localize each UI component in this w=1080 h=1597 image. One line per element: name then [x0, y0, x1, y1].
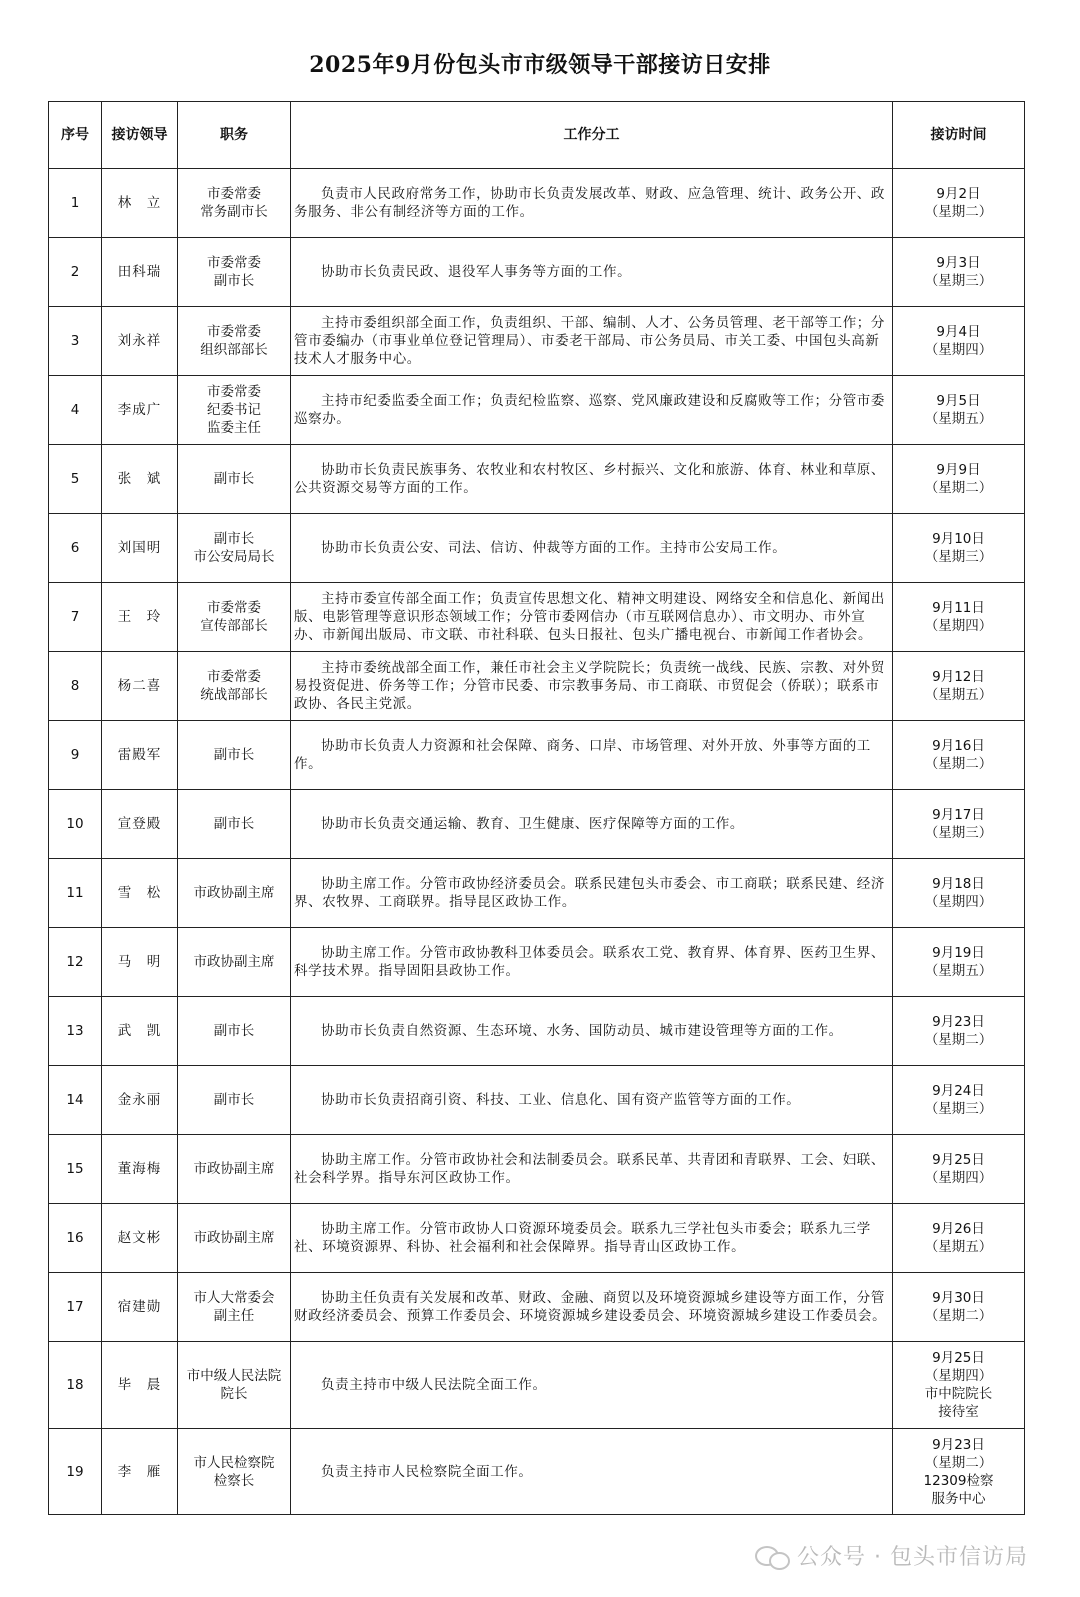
time-line: 9月16日: [932, 738, 985, 754]
position-line: 市中级人民法院: [186, 1368, 282, 1384]
table-row: [49, 1204, 1025, 1273]
row-number: 5: [49, 445, 102, 514]
position-line: 副市长: [213, 273, 255, 289]
position-line: 组织部部长: [200, 342, 268, 358]
position-line: 纪委书记: [207, 402, 261, 418]
row-number: 18: [49, 1342, 102, 1429]
time-line: 接待室: [938, 1404, 979, 1420]
reception-time: [893, 928, 1025, 997]
work-duties: 协助主任负责有关发展和改革、财政、金融、商贸以及环境资源城乡建设等方面工作，分管财政经济委员会、预算工作委员会、环境资源城乡建设委员会、环境资源城乡建设工作委员会。: [291, 1273, 893, 1342]
table-row: [49, 1342, 1025, 1429]
position-line: 市委常委: [207, 255, 261, 271]
time-line: 9月24日: [932, 1083, 985, 1099]
position-line: 副主任: [213, 1308, 255, 1324]
position-cell: [178, 376, 291, 445]
position-line: 市政协副主席: [193, 954, 275, 970]
leader-name: 金永丽: [102, 1066, 178, 1135]
time-line: （星期二）: [924, 1032, 993, 1048]
position-line: 副市长: [213, 747, 255, 763]
table-body: [49, 169, 1025, 1515]
watermark-text: 公众号 · 包头市信访局: [797, 1545, 1028, 1570]
reception-time: [893, 169, 1025, 238]
table-row: [49, 928, 1025, 997]
time-line: （星期二）: [924, 1308, 993, 1324]
time-line: （星期五）: [924, 1239, 993, 1255]
reception-time: [893, 514, 1025, 583]
time-line: （星期四）: [924, 342, 993, 358]
row-number: 8: [49, 652, 102, 721]
table-row: [49, 790, 1025, 859]
row-number: 16: [49, 1204, 102, 1273]
reception-time: [893, 376, 1025, 445]
time-line: （星期五）: [924, 411, 993, 427]
work-duties: 协助市长负责公安、司法、信访、仲裁等方面的工作。主持市公安局工作。: [291, 514, 893, 583]
row-number: 2: [49, 238, 102, 307]
row-number: 4: [49, 376, 102, 445]
work-duties: 协助主席工作。分管市政协经济委员会。联系民建包头市委会、市工商联；联系民建、经济界、农牧界、工商联界。指导昆区政协工作。: [291, 859, 893, 928]
time-line: （星期三）: [924, 273, 993, 289]
schedule-table: [48, 101, 1025, 1515]
table-row: [49, 1429, 1025, 1515]
position-line: 市委常委: [207, 600, 261, 616]
time-line: （星期二）: [924, 756, 993, 772]
time-line: （星期三）: [924, 1101, 993, 1117]
time-line: 服务中心: [931, 1490, 986, 1507]
time-line: （星期五）: [924, 963, 993, 979]
reception-time: [893, 1273, 1025, 1342]
position-cell: [178, 1273, 291, 1342]
table-row: [49, 997, 1025, 1066]
work-duties: 协助主席工作。分管市政协人口资源环境委员会。联系九三学社包头市委会；联系九三学社、环境资源界、科协、社会福利和社会保障界。指导青山区政协工作。: [291, 1204, 893, 1273]
time-line: （星期二）: [924, 1454, 993, 1471]
table-row: [49, 1066, 1025, 1135]
table-row: [49, 376, 1025, 445]
position-line: 市人大常委会: [193, 1290, 275, 1306]
position-line: 院长: [220, 1386, 248, 1402]
leader-name: 宿建勋: [102, 1273, 178, 1342]
work-duties: 负责市人民政府常务工作，协助市长负责发展改革、财政、应急管理、统计、政务公开、政务服务、非公有制经济等方面的工作。: [291, 169, 893, 238]
time-line: 9月26日: [932, 1221, 985, 1237]
work-duties: 协助市长负责招商引资、科技、工业、信息化、国有资产监管等方面的工作。: [291, 1066, 893, 1135]
position-cell: [178, 1342, 291, 1429]
reception-time: [893, 1135, 1025, 1204]
time-line: （星期二）: [924, 204, 993, 220]
leader-name: 宣登殿: [102, 790, 178, 859]
time-line: 9月23日: [932, 1436, 985, 1453]
row-number: 3: [49, 307, 102, 376]
position-line: 市政协副主席: [193, 885, 275, 901]
table-row: [49, 583, 1025, 652]
leader-name: 王 玲: [102, 583, 178, 652]
position-line: 监委主任: [207, 420, 261, 436]
position-cell: [178, 445, 291, 514]
position-line: 市委常委: [207, 669, 261, 685]
table-row: [49, 1135, 1025, 1204]
table-row: [49, 652, 1025, 721]
position-cell: [178, 1429, 291, 1515]
position-cell: [178, 169, 291, 238]
work-duties: 协助市长负责交通运输、教育、卫生健康、医疗保障等方面的工作。: [291, 790, 893, 859]
position-cell: [178, 307, 291, 376]
reception-time: [893, 445, 1025, 514]
table-row: [49, 721, 1025, 790]
row-number: 11: [49, 859, 102, 928]
wechat-icon: [755, 1544, 789, 1568]
work-duties: 协助主席工作。分管市政协教科卫体委员会。联系农工党、教育界、体育界、医药卫生界、科学技术界。指导固阳县政协工作。: [291, 928, 893, 997]
reception-time: [893, 721, 1025, 790]
position-cell: [178, 997, 291, 1066]
time-line: 9月17日: [932, 807, 985, 823]
time-line: 9月10日: [932, 531, 985, 547]
work-duties: 协助主席工作。分管市政协社会和法制委员会。联系民革、共青团和青联界、工会、妇联、社会科学界。指导东河区政协工作。: [291, 1135, 893, 1204]
row-number: 1: [49, 169, 102, 238]
position-cell: [178, 514, 291, 583]
time-line: 9月18日: [932, 876, 985, 892]
position-cell: [178, 583, 291, 652]
position-line: 市政协副主席: [193, 1230, 275, 1246]
page-title: 2025年9月份包头市市级领导干部接访日安排: [309, 52, 771, 78]
position-cell: [178, 1066, 291, 1135]
position-line: 市公安局局长: [193, 549, 275, 565]
time-line: 9月3日: [936, 255, 981, 271]
position-line: 副市长: [213, 1092, 255, 1108]
time-line: （星期四）: [924, 894, 993, 910]
work-duties: 主持市委组织部全面工作，负责组织、干部、编制、人才、公务员管理、老干部等工作；分管市委编办（市事业单位登记管理局）、市委老干部局、市公务员局、市关工委、中国包头高新技术人才服务中心。: [291, 307, 893, 376]
position-line: 市委常委: [207, 384, 261, 400]
table-row: [49, 169, 1025, 238]
reception-time: [893, 652, 1025, 721]
work-duties: 负责主持市中级人民法院全面工作。: [291, 1342, 893, 1429]
header-work: 工作分工: [291, 102, 893, 169]
position-cell: [178, 859, 291, 928]
position-cell: [178, 1204, 291, 1273]
position-line: 常务副市长: [200, 204, 268, 220]
row-number: 10: [49, 790, 102, 859]
row-number: 13: [49, 997, 102, 1066]
position-cell: [178, 652, 291, 721]
time-line: （星期三）: [924, 549, 993, 565]
time-line: 9月4日: [936, 324, 981, 340]
row-number: 7: [49, 583, 102, 652]
time-line: （星期四）: [924, 1368, 993, 1384]
table-row: [49, 445, 1025, 514]
work-duties: 主持市委统战部全面工作，兼任市社会主义学院院长；负责统一战线、民族、宗教、对外贸易投资促进、侨务等工作；分管市民委、市宗教事务局、市工商联、市贸促会（侨联）；联系市政协、各民主党派。: [291, 652, 893, 721]
leader-name: 雪 松: [102, 859, 178, 928]
reception-time: [893, 997, 1025, 1066]
time-line: 9月9日: [936, 462, 981, 478]
reception-time: [893, 1204, 1025, 1273]
row-number: 9: [49, 721, 102, 790]
watermark: [755, 1540, 1028, 1571]
table-row: [49, 307, 1025, 376]
position-line: 统战部部长: [200, 687, 268, 703]
leader-name: 刘永祥: [102, 307, 178, 376]
work-duties: 协助市长负责自然资源、生态环境、水务、国防动员、城市建设管理等方面的工作。: [291, 997, 893, 1066]
time-line: 9月19日: [932, 945, 985, 961]
position-line: 副市长: [213, 531, 255, 547]
leader-name: 田科瑞: [102, 238, 178, 307]
position-cell: [178, 790, 291, 859]
leader-name: 毕 晨: [102, 1342, 178, 1429]
position-line: 检察长: [213, 1472, 255, 1489]
position-cell: [178, 721, 291, 790]
position-cell: [178, 238, 291, 307]
reception-time: [893, 790, 1025, 859]
leader-name: 李 雁: [102, 1429, 178, 1515]
table-header-row: [49, 102, 1025, 169]
position-cell: [178, 1135, 291, 1204]
time-line: 9月11日: [932, 600, 985, 616]
reception-time: [893, 583, 1025, 652]
reception-time: [893, 1429, 1025, 1515]
time-line: 市中院院长: [924, 1386, 993, 1402]
time-line: 9月23日: [932, 1014, 985, 1030]
row-number: 17: [49, 1273, 102, 1342]
row-number: 12: [49, 928, 102, 997]
time-line: 9月5日: [936, 393, 981, 409]
reception-time: [893, 1066, 1025, 1135]
leader-name: 赵文彬: [102, 1204, 178, 1273]
time-line: 12309检察: [923, 1472, 994, 1489]
leader-name: 李成广: [102, 376, 178, 445]
position-line: 市委常委: [207, 186, 261, 202]
leader-name: 杨二喜: [102, 652, 178, 721]
position-line: 市人民检察院: [193, 1454, 275, 1471]
time-line: （星期三）: [924, 825, 993, 841]
leader-name: 刘国明: [102, 514, 178, 583]
time-line: 9月30日: [932, 1290, 985, 1306]
work-duties: 协助市长负责人力资源和社会保障、商务、口岸、市场管理、对外开放、外事等方面的工作。: [291, 721, 893, 790]
row-number: 15: [49, 1135, 102, 1204]
leader-name: 马 明: [102, 928, 178, 997]
time-line: （星期四）: [924, 618, 993, 634]
time-line: 9月12日: [932, 669, 985, 685]
leader-name: 林 立: [102, 169, 178, 238]
work-duties: 主持市纪委监委全面工作；负责纪检监察、巡察、党风廉政建设和反腐败等工作；分管市委巡察办。: [291, 376, 893, 445]
leader-name: 雷殿军: [102, 721, 178, 790]
time-line: （星期四）: [924, 1170, 993, 1186]
header-no: 序号: [49, 102, 102, 169]
work-duties: 负责主持市人民检察院全面工作。: [291, 1429, 893, 1515]
time-line: 9月2日: [936, 186, 981, 202]
header-position: 职务: [178, 102, 291, 169]
position-line: 市委常委: [207, 324, 261, 340]
header-leader: 接访领导: [102, 102, 178, 169]
work-duties: 协助市长负责民政、退役军人事务等方面的工作。: [291, 238, 893, 307]
time-line: 9月25日: [932, 1152, 985, 1168]
time-line: 9月25日: [932, 1350, 985, 1366]
time-line: （星期二）: [924, 480, 993, 496]
work-duties: 主持市委宣传部全面工作；负责宣传思想文化、精神文明建设、网络安全和信息化、新闻出版、电影管理等意识形态领域工作；分管市委网信办（市互联网信息办）、市文明办、市外宣办、市新闻出版局、市文联、市社科联、包头日报社、包头广播电视台、市新闻工作者协会。: [291, 583, 893, 652]
leader-name: 董海梅: [102, 1135, 178, 1204]
reception-time: [893, 1342, 1025, 1429]
position-line: 宣传部部长: [200, 618, 268, 634]
header-time: 接访时间: [893, 102, 1025, 169]
position-line: 副市长: [213, 1023, 255, 1039]
table-row: [49, 1273, 1025, 1342]
work-duties: 协助市长负责民族事务、农牧业和农村牧区、乡村振兴、文化和旅游、体育、林业和草原、公共资源交易等方面的工作。: [291, 445, 893, 514]
time-line: （星期五）: [924, 687, 993, 703]
leader-name: 张 斌: [102, 445, 178, 514]
table-row: [49, 859, 1025, 928]
reception-time: [893, 859, 1025, 928]
position-line: 副市长: [213, 816, 255, 832]
row-number: 14: [49, 1066, 102, 1135]
table-row: [49, 514, 1025, 583]
reception-time: [893, 307, 1025, 376]
position-cell: [178, 928, 291, 997]
row-number: 6: [49, 514, 102, 583]
position-line: 市政协副主席: [193, 1161, 275, 1177]
table-row: [49, 238, 1025, 307]
position-line: 副市长: [213, 471, 255, 487]
reception-time: [893, 238, 1025, 307]
leader-name: 武 凯: [102, 997, 178, 1066]
row-number: 19: [49, 1429, 102, 1515]
